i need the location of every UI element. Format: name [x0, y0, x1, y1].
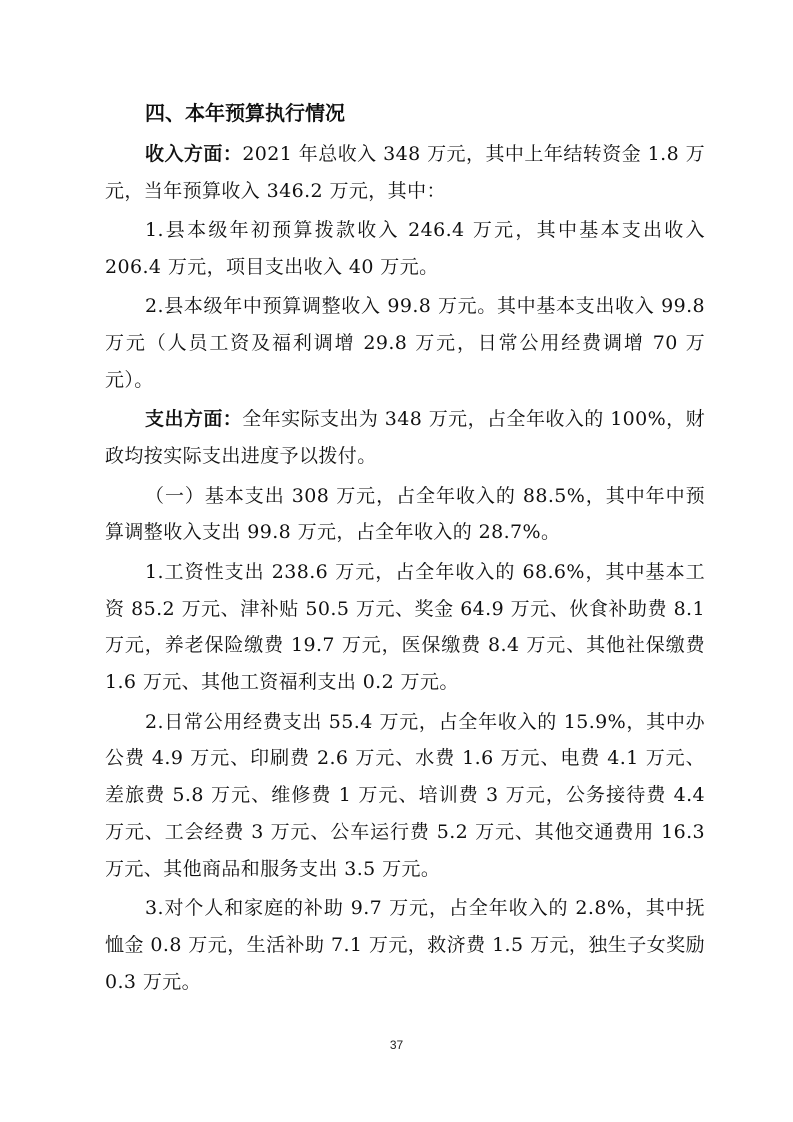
paragraph-text: 2.县本级年中预算调整收入 99.8 万元。其中基本支出收入 99.8 万元（人员工资及福利调增 29.8 万元，日常公用经费调增 70 万元）。 — [105, 295, 705, 391]
paragraph-lead: 收入方面： — [145, 143, 243, 165]
paragraph-public-expenditure — [105, 704, 705, 888]
paragraph-income — [105, 136, 705, 210]
paragraph-lead: 支出方面： — [145, 408, 243, 431]
paragraph-text: （一）基本支出 308 万元，占全年收入的 88.5%，其中年中预算调整收入支出 99.8 万元，占全年收入的 28.7%。 — [105, 484, 705, 544]
paragraph-text: 2.日常公用经费支出 55.4 万元，占全年收入的 15.9%，其中办公费 4.9 万元、印刷费 2.6 万元、水费 1.6 万元、电费 4.1 万元、差旅费 5.8 万元、维修费 1 万元、培训费 3 万元，公务接待费 4.4 万元、工会经费 3 万元、公车运行费 5.2 万元、其他交通费用 16.3 万元、其他商品和服务支出 3.5 万元。 — [105, 710, 705, 880]
paragraph-text: 全年实际支出为 348 万元，占全年收入的 100%，财政均按实际支出进度予以拨付。 — [105, 408, 705, 468]
paragraph-salary-expenditure — [105, 554, 705, 701]
paragraph-subsidy-expenditure — [105, 890, 705, 1000]
paragraph-text: 2021 年总收入 348 万元，其中上年结转资金 1.8 万元，当年预算收入 346.2 万元，其中： — [105, 143, 705, 202]
paragraph-text: 1.工资性支出 238.6 万元，占全年收入的 68.6%，其中基本工资 85.2 万元、津补贴 50.5 万元、奖金 64.9 万元、伙食补助费 8.1 万元，养老保险缴费 19.7 万元，医保缴费 8.4 万元、其他社保缴费 1.6 万元、其他工资福利支出 0.2 万元。 — [105, 560, 705, 694]
paragraph-text: 3.对个人和家庭的补助 9.7 万元，占全年收入的 2.8%，其中抚恤金 0.8 万元，生活补助 7.1 万元，救济费 1.5 万元，独生子女奖励 0.3 万元。 — [105, 897, 705, 993]
section-heading: 四、本年预算执行情况 — [145, 101, 345, 125]
paragraph-basic-expenditure — [105, 478, 705, 552]
paragraph-income-item-2 — [105, 288, 705, 398]
paragraph-text: 1.县本级年初预算拨款收入 246.4 万元，其中基本支出收入 206.4 万元，项目支出收入 40 万元。 — [105, 219, 705, 278]
paragraph-expenditure — [105, 401, 705, 475]
document-body — [105, 98, 705, 1003]
page-number: 37 — [389, 1038, 404, 1052]
paragraph-income-item-1 — [105, 212, 705, 286]
